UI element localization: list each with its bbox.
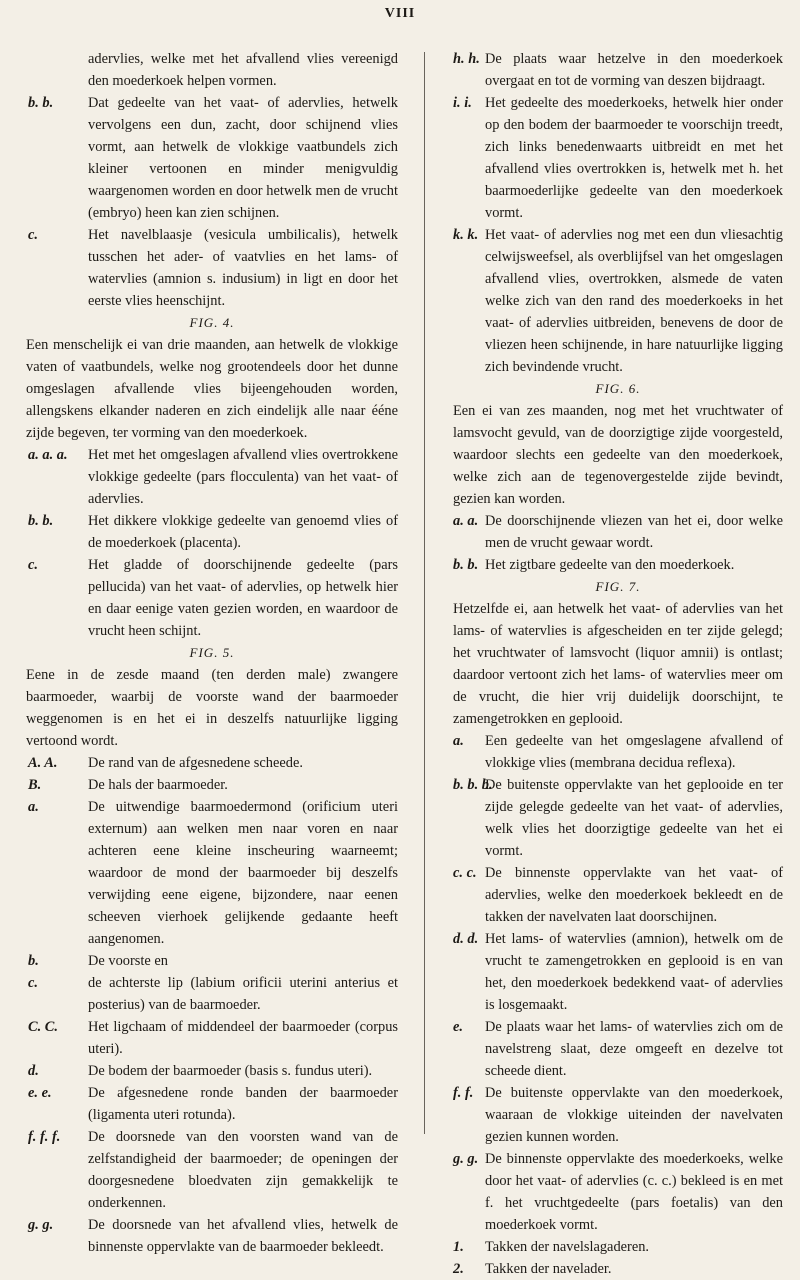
- left-column: [26, 48, 398, 1258]
- legend-entry: [453, 510, 783, 554]
- entry-label: A. A.: [28, 755, 58, 771]
- entry-text: De doorsnede van den voorsten wand van de zelfstandigheid der baarmoeder; de openingen der doorgesnedene bloedvaten zijn gemakkelijk te onderkennen.: [88, 1129, 398, 1211]
- right-column: [453, 48, 783, 1280]
- legend-entry: [26, 1016, 398, 1060]
- entry-label: b. b.: [453, 557, 479, 573]
- entry-label: a.: [453, 733, 464, 749]
- entry-label: b.: [28, 953, 39, 969]
- legend-entry: [453, 774, 783, 862]
- paragraph: Een menschelijk ei van drie maanden, aan hetwelk de vlokkige vaten of vaatbundels, welke nog grootendeels door het dunne omgeslagen afvallende vlies bijeengehouden worden, allengskens elkander naderen en zich eindelijk alle naar ééne zijde begeven, ter vorming van den moederkoek.: [26, 337, 398, 441]
- figure-heading: FIG. 4.: [189, 315, 235, 330]
- paragraph: Hetzelfde ei, aan hetwelk het vaat- of adervlies van het lams- of watervlies is afgescheiden en ter zijde gelegd; het vruchtwater of lamsvocht (liquor amnii) is ontlast; daardoor vertoont zich het lams- of watervlies meer om de vrucht, die hier vrij duidelijk doorschijnt, te zamengetrokken en geplooid.: [453, 601, 783, 727]
- legend-entry: [26, 1060, 398, 1082]
- legend-entry: [26, 796, 398, 950]
- entry-text: De doorschijnende vliezen van het ei, door welke men de vrucht gewaar wordt.: [485, 513, 783, 551]
- entry-label: a.: [28, 799, 39, 815]
- entry-label: d. d.: [453, 931, 479, 947]
- legend-entry: [26, 752, 398, 774]
- entry-label: e. e.: [28, 1085, 52, 1101]
- entry-text: De buitenste oppervlakte van het geplooide en ter zijde gelegde gedeelte van het vaat- of adervlies, welk vlies het doorzigtige gedeelte van het ei vormt.: [485, 777, 783, 859]
- entry-text: De afgesnedene ronde banden der baarmoeder (ligamenta uteri rotunda).: [88, 1085, 398, 1123]
- entry-text: Het vaat- of adervlies nog met een dun vliesachtig celwijsweefsel, als overblijfsel van het omgeslagen afvallend vlies, overtrokken, alsmede de vaten welke zich van den rand des moederkoeks in het vaat- of adervlies uitbreiden, benevens de door de vliezen heen schijnende, in hare natuurlijke ligging zich bevindende vrucht.: [485, 227, 783, 375]
- legend-entry: [453, 862, 783, 928]
- entry-label: b. b.: [28, 513, 54, 529]
- legend-entry: [26, 972, 398, 1016]
- entry-label: b. b.: [28, 95, 54, 111]
- entry-text: Het ligchaam of middendeel der baarmoeder (corpus uteri).: [88, 1019, 398, 1057]
- legend-entry: [453, 48, 783, 92]
- entry-text: Het gladde of doorschijnende gedeelte (pars pellucida) van het vaat- of adervlies, op hetwelk hier en daar eenige vaten gezien worden, en waardoor de vrucht heen schijnt.: [88, 557, 398, 639]
- entry-text: De voorste en: [88, 953, 168, 969]
- entry-text: De rand van de afgesnedene scheede.: [88, 755, 303, 771]
- paragraph: Een ei van zes maanden, nog met het vruchtwater of lamsvocht gevuld, van de doorzigtige zijde voorgesteld, waardoor slechts een gedeelte van den moederkoek, welke zich aan de tegenovergestelde zijde bevindt, gezien kan worden.: [453, 403, 783, 507]
- column-divider: [424, 52, 425, 1134]
- entry-label: f. f.: [453, 1085, 474, 1101]
- legend-entry: [453, 1082, 783, 1148]
- entry-label: d.: [28, 1063, 39, 1079]
- entry-text: De hals der baarmoeder.: [88, 777, 228, 793]
- entry-text: De bodem der baarmoeder (basis s. fundus uteri).: [88, 1063, 373, 1079]
- page-number: VIII: [384, 6, 416, 21]
- entry-label: c. c.: [453, 865, 477, 881]
- entry-text: De binnenste oppervlakte van het vaat- of adervlies, welke den moederkoek bekleedt en de takken der navelvaten laat doorschijnen.: [485, 865, 783, 925]
- entry-label: 2.: [453, 1261, 464, 1277]
- legend-entry: [453, 1148, 783, 1236]
- legend-entry: [26, 1082, 398, 1126]
- legend-entry: [453, 554, 783, 576]
- entry-text: Dat gedeelte van het vaat- of adervlies, hetwelk vervolgens een dun, zacht, door schijnend vlies vormt, aan hetwelk de vlokkige vaatbundels zich kleiner vertoonen en minder menigvuldig waargenomen worden en door hetwelk men de vrucht (embryo) heen kan zien schijnen.: [88, 95, 398, 221]
- entry-text: Het zigtbare gedeelte van den moederkoek.: [485, 557, 735, 573]
- figure-heading: FIG. 6.: [595, 381, 641, 396]
- entry-text: De plaats waar het lams- of watervlies zich om de navelstreng slaat, deze omgeeft en dezelve tot scheede dient.: [485, 1019, 783, 1079]
- entry-text: De binnenste oppervlakte des moederkoeks, welke door het vaat- of adervlies (c. c.) bekleed is en met f. het vruchtgedeelte (pars foetalis) van den moederkoek vormt.: [485, 1151, 783, 1233]
- legend-entry: [453, 1258, 783, 1280]
- entry-label: f. f. f.: [28, 1129, 61, 1145]
- entry-label: a. a.: [453, 513, 479, 529]
- entry-label: 1.: [453, 1239, 464, 1255]
- legend-entry: [26, 444, 398, 510]
- legend-entry: [453, 92, 783, 224]
- entry-text: Het gedeelte des moederkoeks, hetwelk hier onder op den bodem der baarmoeder te voorschijn treedt, zich links benedenwaarts uitbreidt en met het afvallend vlies overtrokken is, hetwelk met h. het baarmoederlijke gedeelte van den moederkoek vormt.: [485, 95, 783, 221]
- entry-text: Het dikkere vlokkige gedeelte van genoemd vlies of de moederkoek (placenta).: [88, 513, 398, 551]
- legend-entry: [453, 224, 783, 378]
- legend-entry: [26, 774, 398, 796]
- figure-heading: FIG. 5.: [189, 645, 235, 660]
- entry-text: De doorsnede van het afvallend vlies, hetwelk de binnenste oppervlakte van de baarmoeder bekleedt.: [88, 1217, 398, 1255]
- paragraph: Eene in de zesde maand (ten derden male) zwangere baarmoeder, waarbij de voorste wand der baarmoeder weggenomen is en het ei in deszelfs natuurlijke ligging vertoond wordt.: [26, 667, 398, 749]
- entry-text: De uitwendige baarmoedermond (orificium uteri externum) aan welken men naar voren en naar achteren eene kleine inscheuring waarneemt; waardoor de mond der baarmoeder bij deszelfs verwijding eene eigene, bijzondere, naar eenen scheeven vierhoek gelijkende gedaante heeft aangenomen.: [88, 799, 398, 947]
- entry-text: De plaats waar hetzelve in den moederkoek overgaat en tot de vorming van deszen bijdraagt.: [485, 51, 783, 89]
- legend-entry: [26, 1214, 398, 1258]
- entry-text: Takken der navelader.: [485, 1261, 612, 1277]
- figure-heading: FIG. 7.: [595, 579, 641, 594]
- entry-text: Het met het omgeslagen afvallend vlies overtrokkene vlokkige gedeelte (pars flocculenta) van het vaat- of adervlies.: [88, 447, 398, 507]
- entry-label: g. g.: [28, 1217, 54, 1233]
- text-block: adervlies, welke met het afvallend vlies vereenigd den moederkoek helpen vormen.: [88, 51, 398, 89]
- legend-entry: [453, 730, 783, 774]
- entry-label: c.: [28, 227, 38, 243]
- legend-entry: [26, 1126, 398, 1214]
- entry-label: h. h.: [453, 51, 480, 67]
- entry-text: de achterste lip (labium orificii uterini anterius et posterius) van de baarmoeder.: [88, 975, 398, 1013]
- legend-entry: [26, 950, 398, 972]
- legend-entry: [453, 1016, 783, 1082]
- entry-label: C. C.: [28, 1019, 58, 1035]
- entry-label: e.: [453, 1019, 463, 1035]
- entry-label: B.: [28, 777, 42, 793]
- entry-label: b. b. b.: [453, 777, 493, 793]
- legend-entry: [453, 1236, 783, 1258]
- legend-entry: [26, 224, 398, 312]
- legend-entry: [453, 928, 783, 1016]
- entry-label: i. i.: [453, 95, 472, 111]
- entry-text: Het lams- of watervlies (amnion), hetwelk om de vrucht te zamengetrokken en geplooid is en van het, den moederkoek bedekkend vaat- of adervlies is losgemaakt.: [485, 931, 783, 1013]
- legend-entry: [26, 510, 398, 554]
- legend-entry: [26, 554, 398, 642]
- entry-text: Een gedeelte van het omgeslagene afvallend of vlokkige vlies (membrana decidua reflexa).: [485, 733, 783, 771]
- entry-text: Takken der navelslagaderen.: [485, 1239, 650, 1255]
- legend-entry: [26, 92, 398, 224]
- entry-text: Het navelblaasje (vesicula umbilicalis), hetwelk tusschen het ader- of vaatvlies en het lams- of watervlies (amnion s. indusium) in ligt en door het eerste vlies heenschijnt.: [88, 227, 398, 309]
- entry-text: De buitenste oppervlakte van den moederkoek, waaraan de vlokkige uiteinden der navelvaten gezien kunnen worden.: [485, 1085, 783, 1145]
- entry-label: k. k.: [453, 227, 479, 243]
- entry-label: a. a. a.: [28, 447, 68, 463]
- entry-label: c.: [28, 975, 38, 991]
- entry-label: g. g.: [453, 1151, 479, 1167]
- entry-label: c.: [28, 557, 38, 573]
